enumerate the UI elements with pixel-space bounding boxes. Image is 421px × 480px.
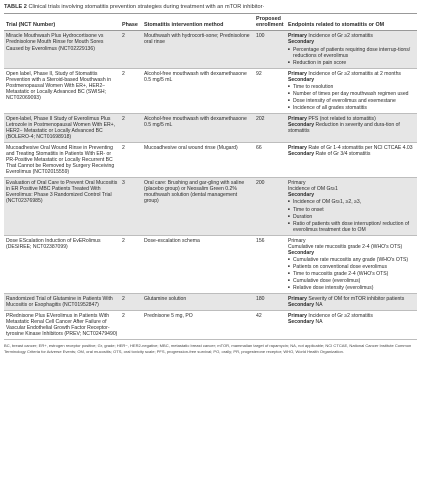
phase-cell bbox=[120, 235, 142, 293]
trial-cell-text: Mucoadhesive Oral Wound Rinse in Preventing and Treating Stomatitis in Patients With ER- or PR-Positive Metastatic or Locally Recurrent BC That Cannot be Removed by Surgery Receiving Everolimus (NCT02015559) bbox=[6, 145, 115, 176]
method-cell-text: Alcohol-free mouthwash with dexamethasone 0.5 mg/5 mL bbox=[144, 115, 247, 128]
phase-cell bbox=[120, 68, 142, 113]
endpoint-keyword: Secondary bbox=[288, 249, 315, 256]
endpoint-text: Cumulative rate mucositis grade 2-4 (WHO's OTS) bbox=[288, 243, 403, 250]
phase-cell-text: 3 bbox=[122, 180, 125, 187]
method-cell bbox=[142, 113, 254, 142]
header-endpoints: Endpoints related to stomatitis or OM bbox=[286, 14, 417, 31]
enrollment-cell-text: 66 bbox=[256, 145, 262, 152]
phase-cell-text: 2 bbox=[122, 115, 125, 122]
endpoint-bullet: ■ Time to onset bbox=[288, 206, 415, 213]
endpoint-keyword: Secondary bbox=[288, 121, 315, 128]
table-row bbox=[4, 294, 417, 311]
endpoint-keyword: Secondary bbox=[288, 302, 315, 309]
header-enrollment: Proposed enrollment bbox=[254, 14, 286, 31]
endpoint-bullet: ■ Cumulative dose (everolimus) bbox=[288, 277, 415, 284]
table-body bbox=[4, 31, 417, 340]
endpoints-cell bbox=[286, 68, 417, 113]
table-row bbox=[4, 68, 417, 113]
endpoints-cell bbox=[286, 178, 417, 235]
enrollment-cell bbox=[254, 68, 286, 113]
header-phase: Phase bbox=[120, 14, 142, 31]
table-footnote: BC, breast cancer; ER+, estrogen receptor positive; Gr, grade; HER−, HER2-negative; MBC, metastatic breast cancer; mTOR, mammalian target of rapamycin; NA, not applicable; NCI CTCAE, National Cancer Institute Common Terminology Criteria for Adverse Events; OM, oral mucositis; OTS, oral toxicity scale; PFS, progression-free survival; PO, orally; PR, progesterone receptor; WHO, World Health Organization. bbox=[4, 343, 412, 354]
endpoint-text: Incidence of Gr ≥2 stomatitis bbox=[306, 33, 373, 40]
endpoint-text: Severity of OM for mTOR inhibitor patients bbox=[306, 296, 405, 303]
endpoint-bullet: ■ Time to resolution bbox=[288, 83, 415, 90]
trial-cell bbox=[4, 31, 120, 68]
endpoint-keyword: Primary bbox=[288, 296, 307, 303]
endpoint-text: Incidence of Gr ≥2 stomatitis at 2 months bbox=[306, 70, 401, 77]
phase-cell bbox=[120, 294, 142, 311]
trial-cell bbox=[4, 68, 120, 113]
endpoint-text: NA bbox=[314, 319, 323, 326]
method-cell-text: Oral care: Brushing and gar-gling with saline (placebo group) or Neosalim Green 0.2% mouthwash solution (dental management group) bbox=[144, 180, 245, 205]
table-row bbox=[4, 31, 417, 68]
trial-cell bbox=[4, 294, 120, 311]
trial-cell bbox=[4, 113, 120, 142]
method-cell-text: Mouthwash with hydrocorti-sone; Prednisolone oral rinse bbox=[144, 33, 250, 46]
endpoint-keyword: Primary bbox=[288, 70, 307, 77]
method-cell-text: Alcohol-free mouthwash with dexamethasone 0.5 mg/5 mL bbox=[144, 70, 247, 83]
phase-cell-text: 2 bbox=[122, 237, 125, 244]
phase-cell-text: 2 bbox=[122, 313, 125, 320]
table-title bbox=[4, 4, 417, 13]
phase-cell-text: 2 bbox=[122, 33, 125, 40]
table-row bbox=[4, 235, 417, 293]
table-title-text: Clinical trials involving stomatitis prevention strategies during treatment with an mTOR inhibitor· bbox=[28, 4, 265, 10]
enrollment-cell-text: 100 bbox=[256, 33, 265, 40]
trial-cell bbox=[4, 143, 120, 178]
header-trial: Trial (NCT Number) bbox=[4, 14, 120, 31]
endpoint-line bbox=[288, 302, 415, 308]
phase-cell-text: 2 bbox=[122, 70, 125, 77]
endpoints-cell bbox=[286, 113, 417, 142]
method-cell bbox=[142, 294, 254, 311]
endpoint-keyword: Secondary bbox=[288, 192, 315, 199]
endpoints-cell bbox=[286, 235, 417, 293]
endpoint-keyword: Secondary bbox=[288, 76, 315, 83]
endpoint-bullet: ■ Relative dose intensity (everolimus) bbox=[288, 284, 415, 291]
enrollment-cell-text: 180 bbox=[256, 296, 265, 303]
method-cell bbox=[142, 311, 254, 340]
method-cell bbox=[142, 235, 254, 293]
method-cell-text: Glutamine solution bbox=[144, 296, 187, 303]
phase-cell bbox=[120, 143, 142, 178]
method-cell bbox=[142, 178, 254, 235]
trial-cell-text: Miracle Mouthwash Plus Hydrocortisone vs Prednisolone Mouth Rinse for Mouth Sores Caused by Everolimus (NCT02229136) bbox=[6, 33, 104, 52]
enrollment-cell bbox=[254, 143, 286, 178]
endpoint-bullet: ■ Duration bbox=[288, 213, 415, 220]
enrollment-cell-text: 92 bbox=[256, 70, 262, 77]
endpoints-cell bbox=[286, 311, 417, 340]
endpoints-cell bbox=[286, 294, 417, 311]
endpoint-keyword: Secondary bbox=[288, 319, 315, 326]
table-row bbox=[4, 113, 417, 142]
endpoint-bullet: ■ Percentage of patients requiring dose interrup-tions/ reductions of everolimus bbox=[288, 46, 415, 59]
table-row bbox=[4, 143, 417, 178]
enrollment-cell-text: 200 bbox=[256, 180, 265, 187]
endpoint-bullet: ■ Ratio of patients with dose interruption/ reduction of everolimus treatment due to OM bbox=[288, 220, 415, 233]
endpoint-keyword: Secondary bbox=[288, 39, 315, 46]
endpoint-text: Primary bbox=[288, 237, 306, 244]
trial-cell-text: Evaluation of Oral Care to Prevent Oral Mucositis in ER Positive MBC Patients Treated With Everolimus: Phase 3 Randomized Control Trial (NCT02376985) bbox=[6, 180, 118, 205]
trial-cell-text: Open-label, Phase II Study of Everolimus Plus Letrozole in Postmenopausal Women With ER+, HER2− Metastatic or Locally Advanced BC (BOLERO-4; NCT01698918) bbox=[6, 115, 116, 141]
trial-cell bbox=[4, 178, 120, 235]
phase-cell bbox=[120, 113, 142, 142]
endpoint-bullet: ■ Dose intensity of everolimus and exemestane bbox=[288, 97, 415, 104]
trial-cell-text: Dose EScalation Induction of EvERolimus (DESIREE; NCT02387099) bbox=[6, 237, 101, 250]
phase-cell bbox=[120, 178, 142, 235]
enrollment-cell bbox=[254, 235, 286, 293]
endpoints-cell bbox=[286, 143, 417, 178]
trial-cell bbox=[4, 311, 120, 340]
endpoint-bullet: ■ Number of times per day mouthwash regimen used bbox=[288, 90, 415, 97]
table-row bbox=[4, 311, 417, 340]
method-cell-text: Mucoadhesive oral wound rinse (Mugard) bbox=[144, 145, 238, 152]
trial-cell-text: Open label, Phase II, Study of Stomatitis Prevention with a Steroid-based Mouthwash in Postmenopausal Women With ER+, HER2− Metastatic or Locally Advanced BC (SWISH; NCT02069093) bbox=[6, 70, 112, 101]
enrollment-cell bbox=[254, 113, 286, 142]
trial-cell-text: PRednisone Plus EVerolimus in Patients With Metastatic Renal Cell Cancer After Failure of Vascular Endothelial Growth Factor Receptor-tyrosine Kinase Inhibitors (PREV; NCT02479490) bbox=[6, 313, 118, 338]
endpoint-line bbox=[288, 151, 415, 157]
method-cell-text: Dose-escalation schema bbox=[144, 237, 200, 244]
header-method: Stomatitis intervention method bbox=[142, 14, 254, 31]
trial-cell bbox=[4, 235, 120, 293]
endpoint-keyword: Primary bbox=[288, 33, 307, 40]
enrollment-cell-text: 202 bbox=[256, 115, 265, 122]
endpoint-text: Primary bbox=[288, 180, 306, 187]
table-row bbox=[4, 178, 417, 235]
endpoint-bullet: ■ Incidence of all grades stomatitis bbox=[288, 104, 415, 111]
endpoint-text: Reduction in severity and dura-tion of stomatitis bbox=[288, 121, 400, 135]
clinical-trials-table bbox=[4, 13, 417, 340]
enrollment-cell-text: 42 bbox=[256, 313, 262, 320]
endpoint-text: Incidence of Gr ≥2 stomatitis bbox=[306, 313, 373, 320]
enrollment-cell-text: 156 bbox=[256, 237, 265, 244]
endpoint-keyword: Secondary bbox=[288, 151, 315, 158]
endpoint-text: Incidence of OM Gr≥1 bbox=[288, 186, 338, 193]
endpoint-bullet: ■ Reduction in pain score bbox=[288, 59, 415, 66]
endpoint-bullet: ■ Cumulative rate mucositis any grade (WHO's OTS) bbox=[288, 256, 415, 263]
endpoint-line bbox=[288, 122, 415, 134]
trial-cell-text: Randomized Trial of Glutamine in Patients With Mucositis or Esophagitis (NCT01952847) bbox=[6, 296, 113, 309]
enrollment-cell bbox=[254, 31, 286, 68]
table-title-label: TABLE 2 bbox=[4, 4, 27, 10]
enrollment-cell bbox=[254, 294, 286, 311]
header-row bbox=[4, 14, 417, 31]
endpoint-keyword: Primary bbox=[288, 145, 307, 152]
endpoint-bullet: ■ Incidence of OM Gr≥1, ≥2, ≥3, bbox=[288, 198, 415, 205]
endpoint-text: PFS (not related to stomatitis) bbox=[306, 115, 376, 122]
endpoint-text: NA bbox=[314, 302, 323, 309]
phase-cell bbox=[120, 31, 142, 68]
endpoints-cell bbox=[286, 31, 417, 68]
enrollment-cell bbox=[254, 178, 286, 235]
endpoint-keyword: Primary bbox=[288, 115, 307, 122]
phase-cell-text: 2 bbox=[122, 145, 125, 152]
enrollment-cell bbox=[254, 311, 286, 340]
endpoint-text: Rate of Gr 3/4 stomatitis bbox=[314, 151, 371, 158]
method-cell bbox=[142, 143, 254, 178]
endpoint-line bbox=[288, 319, 415, 325]
endpoint-bullet: ■ Time to mucositis grade 2-4 (WHO's OTS) bbox=[288, 270, 415, 277]
method-cell bbox=[142, 31, 254, 68]
endpoint-bullet: ■ Patients on conventional dose everolimus bbox=[288, 263, 415, 270]
endpoint-keyword: Primary bbox=[288, 313, 307, 320]
method-cell-text: Prednisone 5 mg, PO bbox=[144, 313, 193, 320]
method-cell bbox=[142, 68, 254, 113]
phase-cell bbox=[120, 311, 142, 340]
phase-cell-text: 2 bbox=[122, 296, 125, 303]
endpoint-text: Rate of Gr 1-4 stomatitis per NCI CTCAE 4.03 bbox=[306, 145, 413, 152]
